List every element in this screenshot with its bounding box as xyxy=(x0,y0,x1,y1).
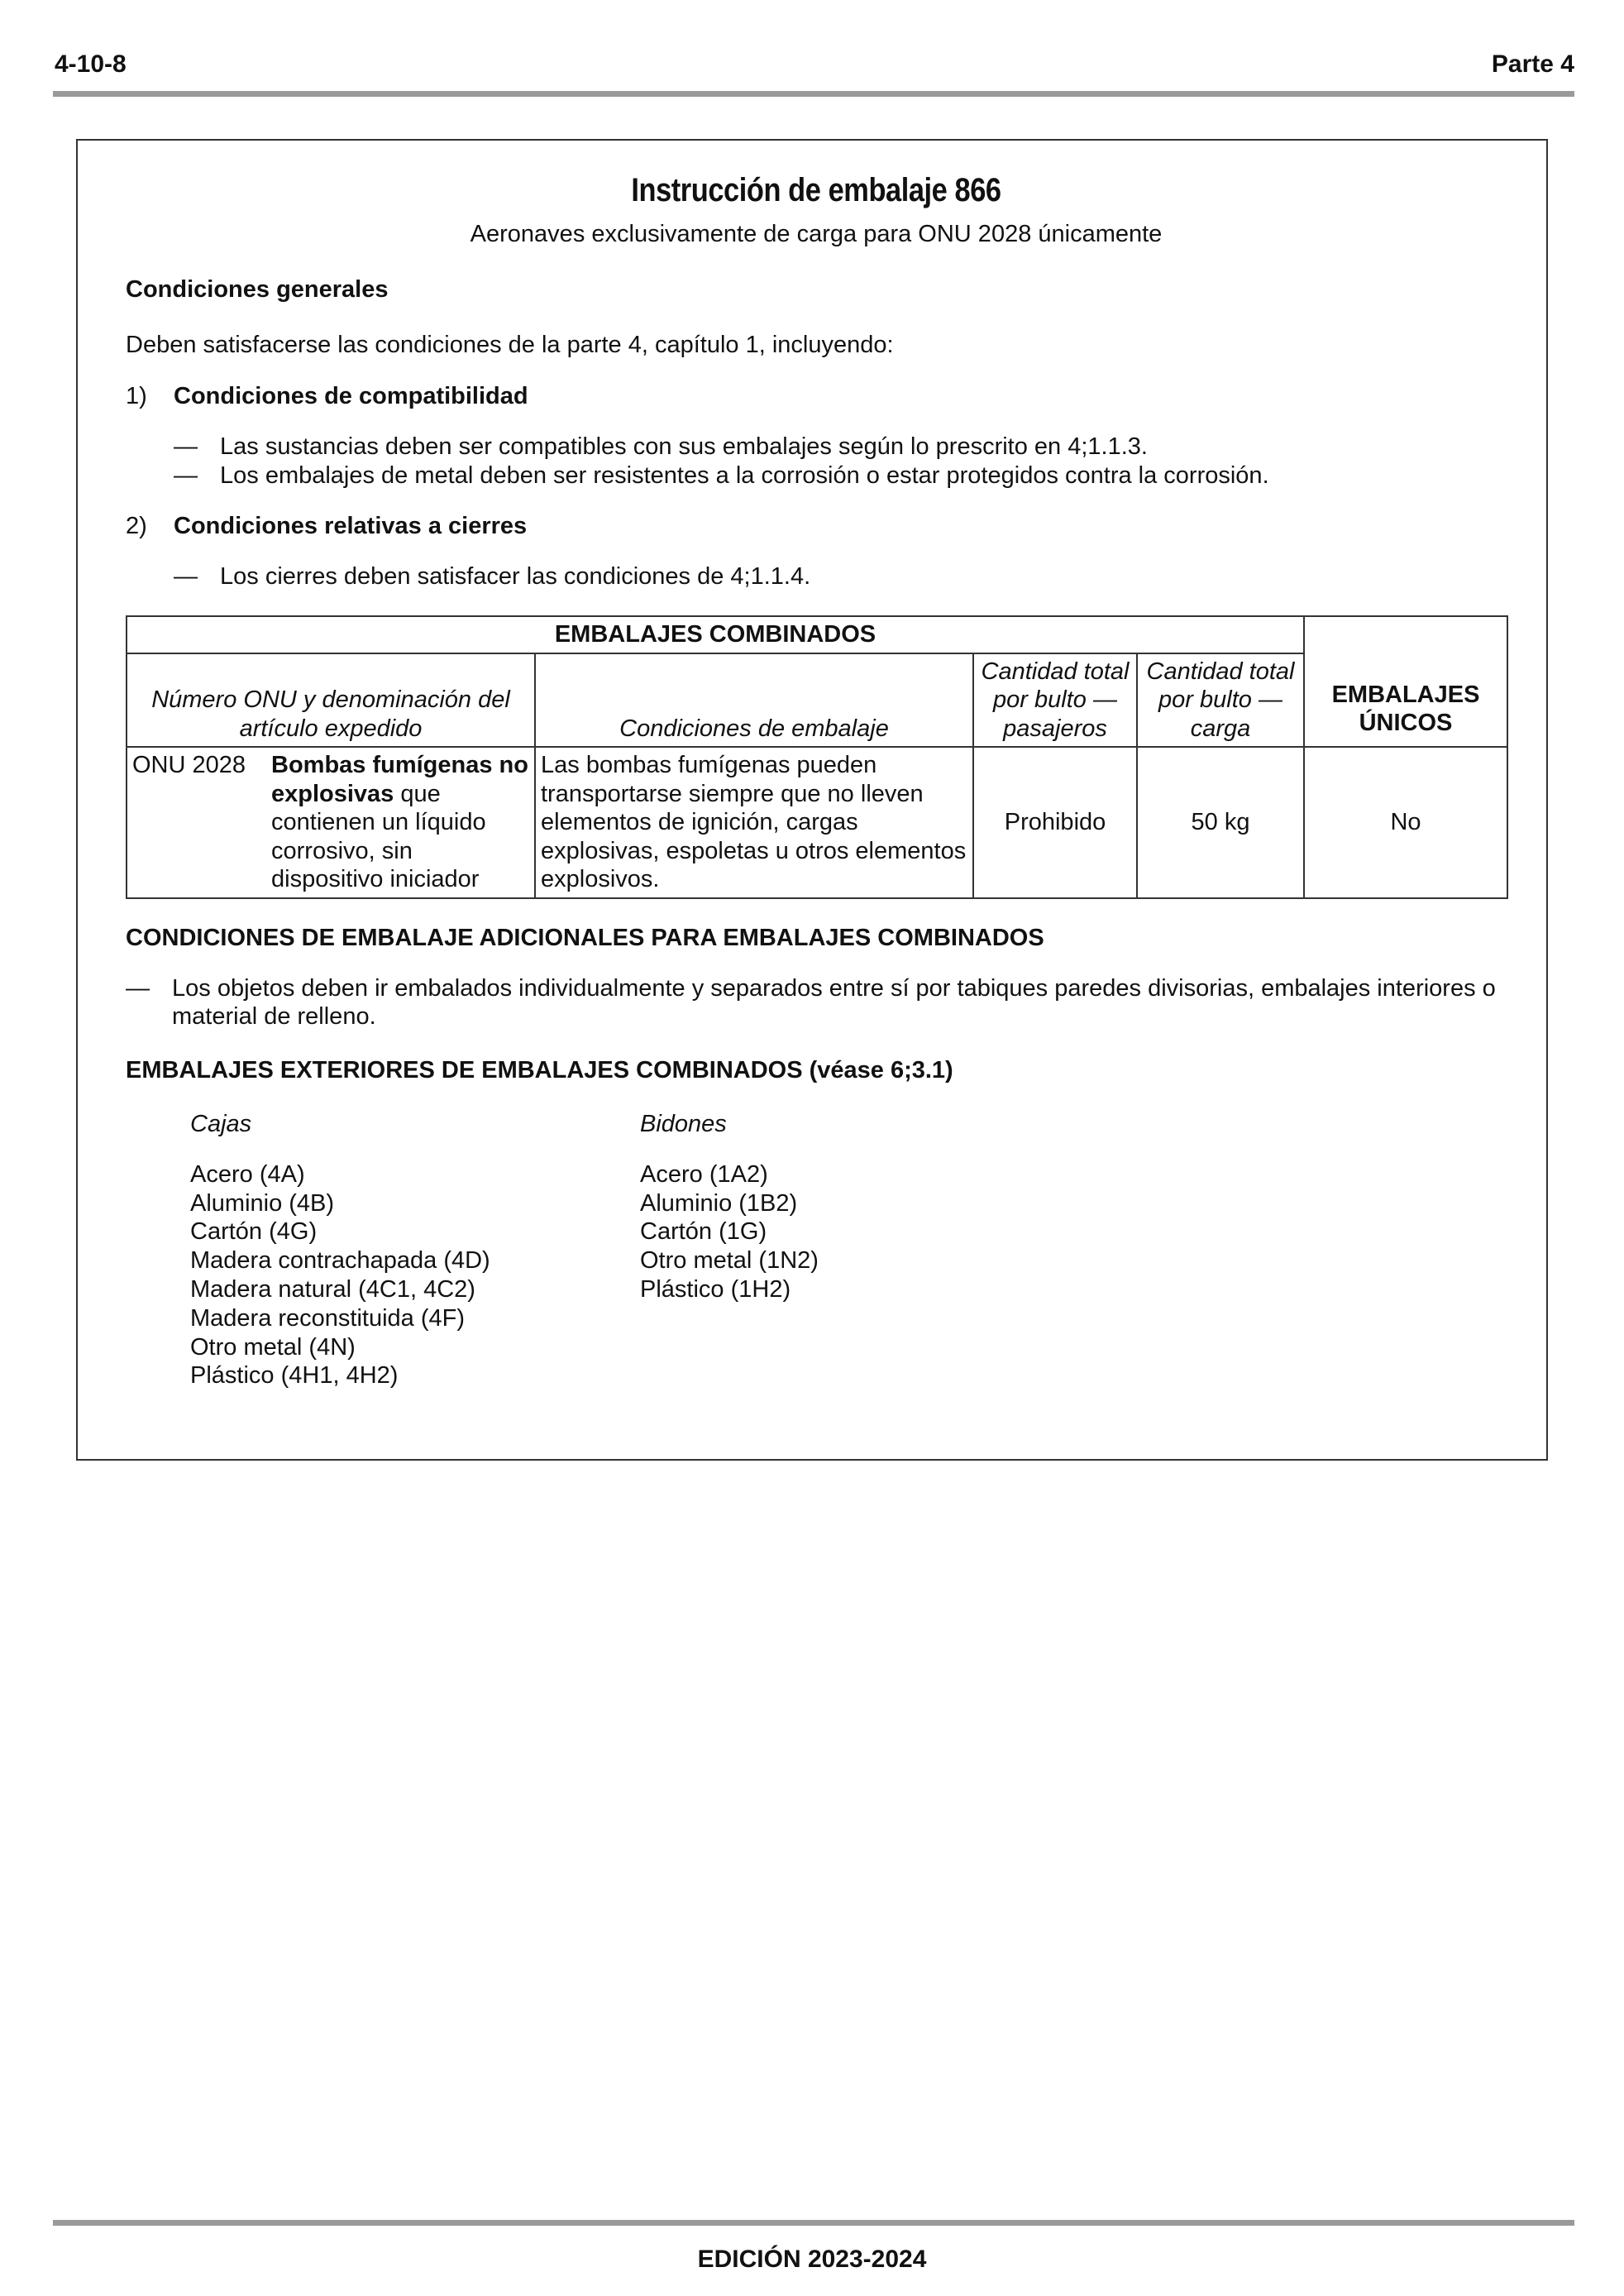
list-item xyxy=(126,433,1507,462)
list-item-text: Las sustancias deben ser compatibles con sus embalajes según lo prescrito en 4;1.1.3. xyxy=(220,433,1148,461)
general-conditions-heading: Condiciones generales xyxy=(126,275,389,303)
section-number: 2) xyxy=(126,512,147,539)
list-item-text: Los embalajes de metal deben ser resistentes a la corrosión o estar protegidos contra la corrosión. xyxy=(220,462,1269,489)
list-item: Plástico (4H1, 4H2) xyxy=(190,1362,399,1390)
list-item: Madera contrachapada (4D) xyxy=(190,1247,490,1275)
dash-bullet: — xyxy=(174,433,198,461)
general-conditions-intro: Deben satisfacerse las condiciones de la parte 4, capítulo 1, incluyendo: xyxy=(126,331,894,358)
section-heading: Condiciones de compatibilidad xyxy=(174,383,528,410)
passenger-quantity-cell: Prohibido xyxy=(973,747,1137,898)
outer-packagings-heading: EMBALAJES EXTERIORES DE EMBALAJES COMBINADOS (véase 6;3.1) xyxy=(126,1057,953,1084)
list-item: Acero (4A) xyxy=(190,1160,305,1188)
list-item: Plástico (1H2) xyxy=(640,1276,791,1303)
boxes-column xyxy=(190,1110,640,1390)
column-header-cargo: Cantidad total por bulto — carga xyxy=(1137,653,1304,748)
drums-column xyxy=(640,1110,1053,1390)
packing-table xyxy=(126,615,1508,899)
section-closures xyxy=(126,512,1507,541)
table-row xyxy=(127,747,1507,898)
shipping-name xyxy=(271,751,529,894)
part-label: Parte 4 xyxy=(1491,50,1574,78)
shipping-name-bold: Bombas fumígenas no explosivas xyxy=(271,752,528,807)
un-number: ONU 2028 xyxy=(132,752,246,779)
un-cell xyxy=(127,747,535,898)
header-rule xyxy=(53,91,1574,97)
list-item: Madera reconstituida (4F) xyxy=(190,1304,466,1332)
instruction-title: Instrucción de embalaje 866 xyxy=(631,172,1001,208)
packing-instruction-box xyxy=(76,139,1548,1461)
list-item xyxy=(126,974,1507,1032)
list-item-text: Los cierres deben satisfacer las condiciones de 4;1.1.4. xyxy=(220,562,811,590)
page-reference: 4-10-8 xyxy=(55,50,127,78)
list-item: Otro metal (1N2) xyxy=(640,1247,819,1275)
drums-label: Bidones xyxy=(640,1111,727,1138)
list-item xyxy=(126,462,1507,490)
list-item: Otro metal (4N) xyxy=(190,1333,356,1361)
section-compatibility xyxy=(126,382,1507,411)
single-packagings-cell: No xyxy=(1304,747,1507,898)
list-item: Aluminio (1B2) xyxy=(640,1189,798,1217)
combined-packagings-header: EMBALAJES COMBINADOS xyxy=(127,616,1304,653)
column-header-conditions: Condiciones de embalaje xyxy=(535,653,973,748)
section-number: 1) xyxy=(126,383,147,410)
edition-footer: EDICIÓN 2023-2024 xyxy=(697,2246,927,2273)
list-item: Acero (1A2) xyxy=(640,1160,768,1188)
section-heading: Condiciones relativas a cierres xyxy=(174,512,528,539)
list-item: Cartón (4G) xyxy=(190,1218,318,1246)
list-item: Cartón (1G) xyxy=(640,1218,767,1246)
shipping-name-rest: que contienen un líquido corrosivo, sin dispositivo iniciador xyxy=(271,780,486,893)
cargo-quantity-cell: 50 kg xyxy=(1137,747,1304,898)
instruction-subtitle: Aeronaves exclusivamente de carga para ONU 2028 únicamente xyxy=(470,221,1163,247)
packing-conditions-cell: Las bombas fumígenas pueden transportarse siempre que no lleven elementos de ignición, cargas explosivas, espoletas u otros elementos explosivos. xyxy=(535,747,973,898)
dash-bullet: — xyxy=(126,974,150,1002)
additional-conditions-heading: CONDICIONES DE EMBALAJE ADICIONALES PARA EMBALAJES COMBINADOS xyxy=(126,924,1044,951)
footer-rule xyxy=(53,2220,1574,2226)
column-header-passengers: Cantidad total por bulto — pasajeros xyxy=(973,653,1137,748)
list-item xyxy=(126,562,1507,591)
list-item: Aluminio (4B) xyxy=(190,1189,335,1217)
list-item-text: Los objetos deben ir embalados individualmente y separados entre sí por tabiques paredes divisorias, embalajes interiores o material de relleno. xyxy=(172,974,1496,1031)
outer-packagings-lists xyxy=(126,1110,1507,1390)
column-header-un: Número ONU y denominación del artículo expedido xyxy=(127,653,535,748)
dash-bullet: — xyxy=(174,562,198,590)
single-packagings-header: EMBALAJES ÚNICOS xyxy=(1304,616,1507,747)
dash-bullet: — xyxy=(174,462,198,489)
list-item: Madera natural (4C1, 4C2) xyxy=(190,1276,475,1303)
boxes-label: Cajas xyxy=(190,1111,252,1138)
